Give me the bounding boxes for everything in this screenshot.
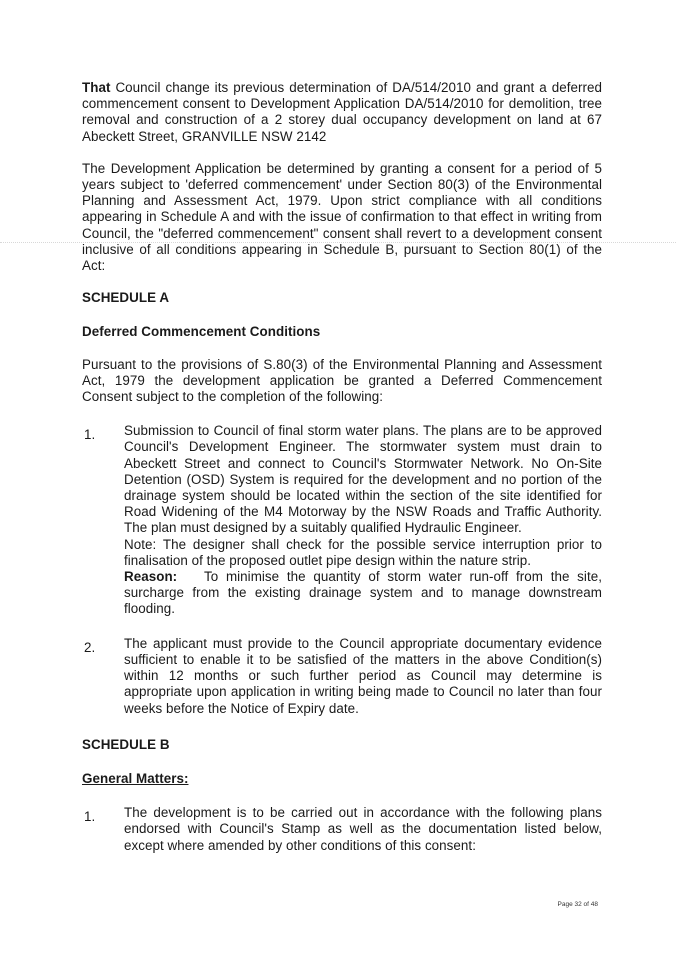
schedule-a-intro: Pursuant to the provisions of S.80(3) of the Environmental Planning and Assessment Act, 1979 the development application be granted a Deferred Commencement Consent subject to the completion of the following:	[82, 356, 602, 405]
intro-lead: That	[82, 80, 111, 95]
item-text: The applicant must provide to the Council appropriate documentary evidence sufficient to enable it to be satisfied of the matters in the above Condition(s) within 12 months or such further period as Council may determine is appropriate upon application in writing being made to Council no later than four weeks before the Notice of Expiry date.	[124, 635, 602, 716]
schedule-a-item-1	[82, 423, 602, 617]
item-note: Note: The designer shall check for the possible service interruption prior to finalisation of the proposed outlet pipe design within the nature strip.	[124, 536, 602, 568]
schedule-a-subheading: Deferred Commencement Conditions	[82, 324, 321, 340]
page-number-footer: Page 32 of 48	[557, 901, 598, 908]
item-number: 2.	[84, 639, 96, 655]
determination-paragraph: The Development Application be determined by granting a consent for a period of 5 years subject to 'deferred commencement' under Section 80(3) of the Environmental Planning and Assessment Act, 1979. Upon strict compliance with all conditions appearing in Schedule A and with the issue of confirmation to that effect in writing from Council, the "deferred commencement" consent shall revert to a development consent inclusive of all conditions appearing in Schedule B, pursuant to Section 80(1) of the Act:	[82, 160, 602, 274]
reason-label: Reason:	[124, 569, 178, 585]
intro-text: Council change its previous determination of DA/514/2010 and grant a deferred commencement consent to Development Application DA/514/2010 for demolition, tree removal and construction of a 2 storey dual occupancy development on land at 67 Abeckett Street, GRANVILLE NSW 2142	[82, 80, 602, 144]
intro-paragraph	[82, 80, 602, 145]
schedule-b-heading: SCHEDULE B	[82, 736, 170, 752]
item-text: The development is to be carried out in accordance with the following plans endorsed with Council's Stamp as well as the documentation listed below, except where amended by other conditions of this consent:	[124, 805, 602, 853]
schedule-a-heading: SCHEDULE A	[82, 290, 170, 306]
item-number: 1.	[84, 427, 96, 443]
item-number: 1.	[84, 809, 96, 825]
item-text: Submission to Council of final storm water plans. The plans are to be approved Council's Development Engineer. The stormwater system must drain to Abeckett Street and connect to Council's Stormwater Network. No On-Site Detention (OSD) System is required for the development and no portion of the drainage system should be located within the section of the site identified for Road Widening of the M4 Motorway by the NSW Roads and Traffic Authority. The plan must designed by a suitably qualified Hydraulic Engineer.	[124, 423, 602, 536]
schedule-b-subheading: General Matters:	[82, 770, 189, 786]
schedule-b-item-1	[82, 805, 602, 854]
schedule-a-item-2	[82, 636, 602, 717]
document-body	[82, 80, 602, 854]
reason-text: To minimise the quantity of storm water run-off from the site, surcharge from the existing drainage system and to manage downstream flooding.	[124, 569, 602, 617]
item-reason	[124, 569, 602, 618]
